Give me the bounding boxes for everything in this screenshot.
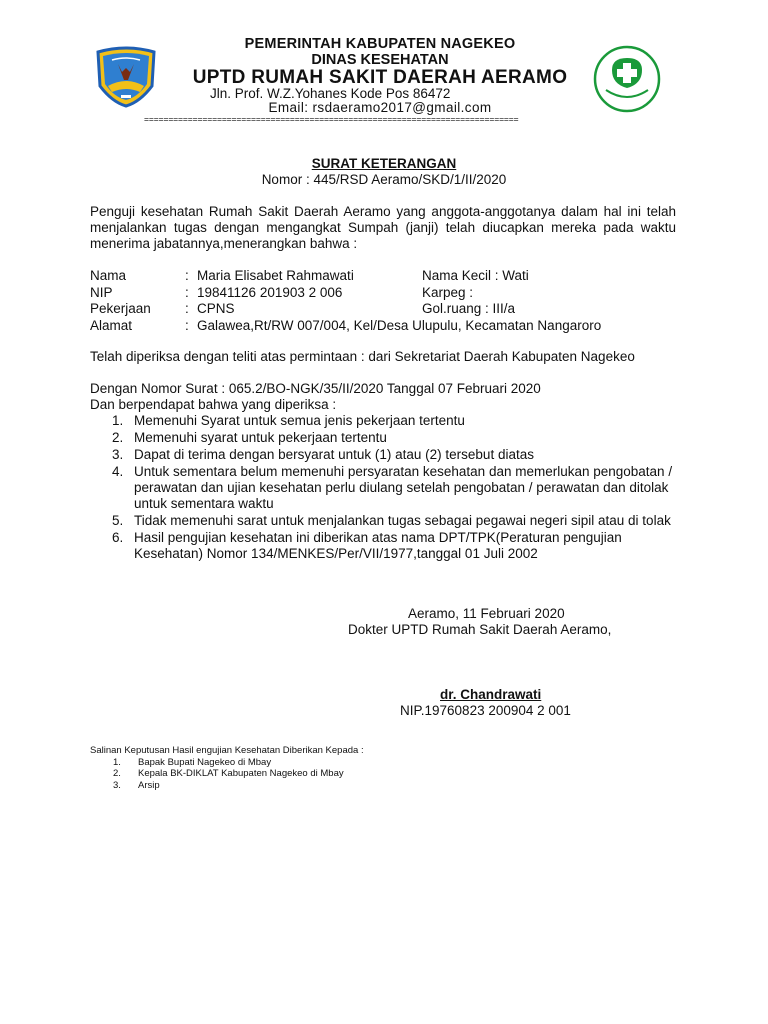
list-item (112, 464, 682, 512)
identity-extra: Nama Kecil : Wati (422, 268, 529, 283)
opinion-line: Dan berpendapat bahwa yang diperiksa : (90, 397, 337, 412)
list-text: Memenuhi Syarat untuk semua jenis pekerjaan tertentu (134, 413, 465, 428)
list-number: 6. (112, 530, 124, 545)
bakti-husada-logo (592, 44, 662, 114)
identity-colon: : (185, 317, 189, 333)
identity-row-name (90, 268, 690, 285)
identity-extra: Karpeg : (422, 284, 474, 300)
list-text: Kepala BK-DIKLAT Kabupaten Nagekeo di Mbay (138, 768, 344, 779)
list-text: Arsip (138, 779, 160, 791)
place-date: Aeramo, 11 Februari 2020 (408, 606, 565, 621)
identity-value: Maria Elisabet Rahmawati (197, 268, 354, 283)
examined-paragraph: Telah diperiksa dengan teliti atas permintaan : dari Sekretariat Daerah Kabupaten Nagekeo (90, 349, 635, 364)
list-text: Hasil pengujian kesehatan ini diberikan atas nama DPT/TPK(Peraturan pengujian Kesehatan) Nomor 134/MENKES/Per/VII/1977,tanggal 01 Juli 2002 (134, 530, 622, 561)
list-number: 3. (112, 447, 124, 462)
list-item (113, 768, 364, 780)
identity-value: Galawea,Rt/RW 007/004, Kel/Desa Ulupulu, Kecamatan Nangaroro (197, 317, 602, 333)
list-number: 2. (112, 430, 124, 445)
letterhead-department: DINAS KESEHATAN (311, 52, 449, 68)
findings-list (112, 413, 682, 563)
list-text: Dapat di terima dengan bersyarat untuk (1) atau (2) tersebut diatas (134, 447, 534, 462)
list-number: 5. (112, 513, 124, 528)
letter-number: Nomor : 445/RSD Aeramo/SKD/1/II/2020 (261, 172, 507, 187)
list-number: 4. (112, 464, 124, 479)
letterhead-government: PEMERINTAH KABUPATEN NAGEKEO (244, 36, 516, 52)
identity-row-job (90, 301, 690, 318)
signer-nip: NIP.19760823 200904 2 001 (400, 703, 571, 718)
letterhead-separator: ============================================================================= (144, 114, 519, 124)
list-number: 1. (112, 413, 124, 428)
letterhead-hospital: UPTD RUMAH SAKIT DAERAH AERAMO (192, 67, 568, 88)
identity-value: CPNS (197, 301, 235, 316)
list-item (112, 430, 682, 446)
identity-colon: : (185, 284, 189, 300)
identity-row-nip (90, 285, 690, 302)
list-item (112, 447, 682, 463)
letterhead-address: Jln. Prof. W.Z.Yohanes Kode Pos 86472 (210, 86, 451, 101)
list-number: 2. (113, 768, 121, 779)
list-text: Untuk sementara belum memenuhi persyaratan kesehatan dan memerlukan pengobatan / perawatan dan ujian kesehatan perlu diulang setelah pengobatan / perawatan dan ditolak untuk sementara waktu (134, 464, 673, 511)
identity-row-address (90, 318, 690, 335)
letter-title: SURAT KETERANGAN (311, 156, 457, 171)
list-item (112, 413, 682, 429)
list-text: Bapak Bupati Nagekeo di Mbay (138, 756, 272, 768)
identity-colon: : (185, 268, 189, 283)
identity-label: NIP (90, 284, 113, 300)
list-text: Memenuhi syarat untuk pekerjaan tertentu (134, 430, 387, 445)
list-item (112, 530, 682, 562)
identity-label: Pekerjaan (90, 301, 151, 316)
intro-paragraph: Penguji kesehatan Rumah Sakit Daerah Aeramo yang anggota-anggotanya dalam hal ini telah menjalankan tugas dengan mengangkat Sumpah (janji) telah diucapkan mereka pada waktu menerima jabatannya,menerangkan bahwa : (90, 204, 676, 251)
identity-table (90, 268, 690, 334)
reference-line: Dengan Nomor Surat : 065.2/BO-NGK/35/II/2020 Tanggal 07 Februari 2020 (90, 381, 541, 396)
signer-role: Dokter UPTD Rumah Sakit Daerah Aeramo, (348, 622, 612, 637)
identity-extra: Gol.ruang : III/a (422, 301, 516, 316)
list-item (113, 780, 364, 792)
identity-colon: : (185, 301, 189, 316)
identity-value: 19841126 201903 2 006 (197, 284, 343, 300)
list-item (113, 757, 364, 769)
list-number: 1. (113, 756, 121, 768)
identity-label: Nama (90, 268, 127, 283)
list-text: Tidak memenuhi sarat untuk menjalankan tugas sebagai pegawai negeri sipil atau di tolak (134, 513, 671, 528)
signer-name: dr. Chandrawati (440, 687, 542, 702)
letterhead-email: Email: rsdaeramo2017@gmail.com (268, 100, 492, 115)
copies-heading: Salinan Keputusan Hasil engujian Kesehatan Diberikan Kepada : (90, 745, 364, 756)
copies-section (90, 745, 364, 791)
identity-label: Alamat (90, 317, 133, 333)
regency-emblem-logo (94, 46, 158, 108)
list-number: 3. (113, 779, 121, 791)
list-item (112, 513, 682, 529)
